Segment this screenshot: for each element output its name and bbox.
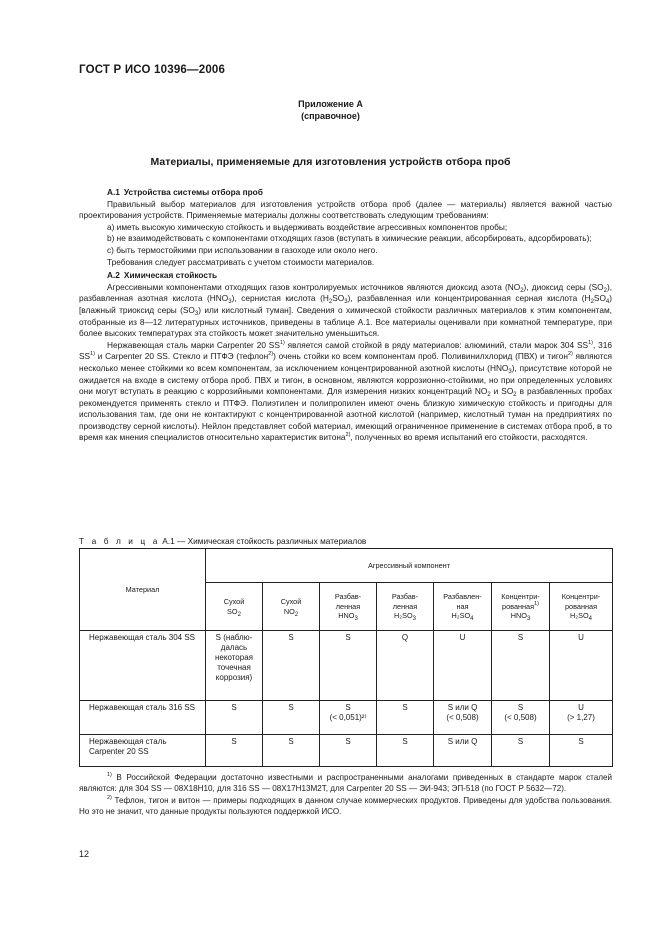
paragraph: Правильный выбор материалов для изготовления устройств отбора проб (далее — материалы) является важной частью проектирования устройств. Применяемые материалы должны соответствовать следующим требованиям:: [79, 198, 612, 221]
annex-label: [0, 98, 661, 122]
footnotes: [79, 772, 612, 818]
table-cell: S: [263, 631, 320, 701]
column-header: Сухой $SO_2$: [206, 583, 263, 631]
cell-material: Нержавеющая сталь Carpenter 20 SS: [80, 735, 206, 767]
table-row: [80, 631, 613, 701]
header-material: Материал: [80, 549, 206, 631]
header-group: Агрессивный компонент: [206, 549, 613, 583]
list-item: с) быть термостойкими при использовании в газоходе или около него.: [107, 244, 378, 255]
list-item: b) не взаимодействовать с компонентами отходящих газов (вступать в химические реакции, абсорбировать, адсорбировать);: [107, 233, 592, 244]
table-cell: S: [550, 735, 613, 767]
table-cell: S или Q: [434, 735, 492, 767]
table-cell: S: [263, 701, 320, 735]
footnote: $^{2)}$ Тефлон, тигон и витон — примеры подходящих в данном случае коммерческих продуктов. Приведены для удобства пользования. Но это не значит, что данные продукты пользуются поддержкой ИСО.: [79, 794, 612, 817]
column-header: Разбав- ленная $H_2SO_3$: [377, 583, 434, 631]
cell-material: Нержавеющая сталь 316 SS: [80, 701, 206, 735]
list-item: а) иметь высокую химическую стойкость и выдерживать воздействие агрессивных компонентов пробы;: [107, 221, 508, 232]
table-cell: S: [320, 735, 377, 767]
column-header: Концентри- рованная$^{1)}$ $HNO_3$: [492, 583, 550, 631]
document-header: ГОСТ Р ИСО 10396—2006: [79, 64, 226, 76]
page-number: 12: [79, 849, 90, 859]
section-heading: А.1 Устройства системы отбора проб: [107, 187, 263, 197]
paragraph: Нержавеющая сталь марки Carpenter 20 SS$^{1)}$ является самой стойкой в ряду материалов: алюминий, стали марок 304 SS$^{1)}$, 316 SS$^{1)}$ и Carpenter 20 SS. Стекло и ПТФЭ (тефлон$^{2)}$) очень стойки ко всем компонентам проб. Поливинилхлорид (ПВХ) и тигон$^{2)}$ являются несколько менее стойкими ко всем компонентам, за исключением концентрированной азотной кислоты $(HNO_3)$, присутствие которой не ожидается на входе в систему отбора проб. ПВХ и тигон, в основном, являются коррозионно-стойкими, но при определенных условиях они могут вступать в реакцию с коррозийными компонентами. Для измерения низких концентраций $NO_2$ и $SO_2$ в разбавленных пробах рекомендуется применять стекло и ПТФЭ. Полиэтилен и полипропилен имеют очень близкую химическую стойкость и пригодны для использования там, где они не контактируют с концентрированной азотной кислотой (например, кислотный туман на предприятиях по производству серной кислоты). Нейлон представляет собой материал, имеющий ограниченное применение в системах отбора проб, в то время как мнения специалистов относительно характеристик витона$^{2)}$, полученных во время испытаний его стойкости, расходятся.: [79, 339, 613, 443]
table-cell: U: [550, 631, 613, 701]
paragraph: Требования следует рассматривать с учетом стоимости материалов.: [107, 256, 375, 267]
section-heading: А.2 Химическая стойкость: [107, 270, 218, 281]
table-cell: S (наблю- далась некоторая точечная коррозия): [206, 631, 263, 701]
annex-subtitle: (справочное): [301, 111, 360, 121]
table-cell: S (< 0,051)²⁾: [320, 701, 377, 735]
column-header: Разбав- ленная $HNO_3$: [320, 583, 377, 631]
table-cell: S: [263, 735, 320, 767]
resistance-table: [79, 548, 613, 767]
column-header: Разбавлен- ная $H_2SO_4$: [434, 583, 492, 631]
annex-title: Приложение А: [298, 99, 363, 109]
table-row: [80, 701, 613, 735]
table-cell: U (> 1,27): [550, 701, 613, 735]
cell-material: Нержавеющая сталь 304 SS: [80, 631, 206, 701]
table-cell: S: [206, 701, 263, 735]
table-cell: S или Q (< 0,508): [434, 701, 492, 735]
body-text: [79, 185, 612, 444]
table-cell: S (< 0,508): [492, 701, 550, 735]
table-cell: S: [377, 701, 434, 735]
column-header: Сухой $NO_2$: [263, 583, 320, 631]
table-cell: S: [492, 631, 550, 701]
footnote-divider: [79, 766, 141, 767]
column-header: Концентри- рованная $H_2SO_4$: [550, 583, 613, 631]
table-caption: Т а б л и ц а А.1 — Химическая стойкость различных материалов: [79, 536, 367, 546]
annex-heading: Материалы, применяемые для изготовления устройств отбора проб: [150, 156, 511, 168]
table-cell: S: [206, 735, 263, 767]
table-cell: S: [377, 735, 434, 767]
table-cell: Q: [377, 631, 434, 701]
table-cell: S: [492, 735, 550, 767]
table-row: [80, 735, 613, 767]
table-cell: S: [320, 631, 377, 701]
paragraph: Агрессивными компонентами отходящих газов контролируемых источников являются диоксид азота $(NO_2)$, диоксид серы $(SO_2)$, разбавленная азотная кислота $(HNO_3)$, сернистая кислота $(H_2SO_3)$, разбавленная или концентрированная серная кислота $(H_2SO_4)$ [влажный триоксид серы $(SO_3)$ или кислотный туман]. Сведения о химической стойкости различных материалов к этим компонентам, отобранные из 8—12 литературных источников, приведены в таблице А.1. Все материалы оценивали при комнатной температуре, при более высоких температурах эта стойкость может значительно уменьшиться.: [79, 281, 613, 339]
footnote: $^{1)}$ В Российской Федерации достаточно известными и распространенными аналогами приведенных в стандарте марок сталей являются: для 304 SS — 08Х18Н10, для 316 SS — 08Х17Н13М2Т, для Carpenter 20 SS — ЭИ-943; ЭП-518 (по ГОСТ Р 5632—72).: [79, 772, 612, 794]
table-cell: U: [434, 631, 492, 701]
